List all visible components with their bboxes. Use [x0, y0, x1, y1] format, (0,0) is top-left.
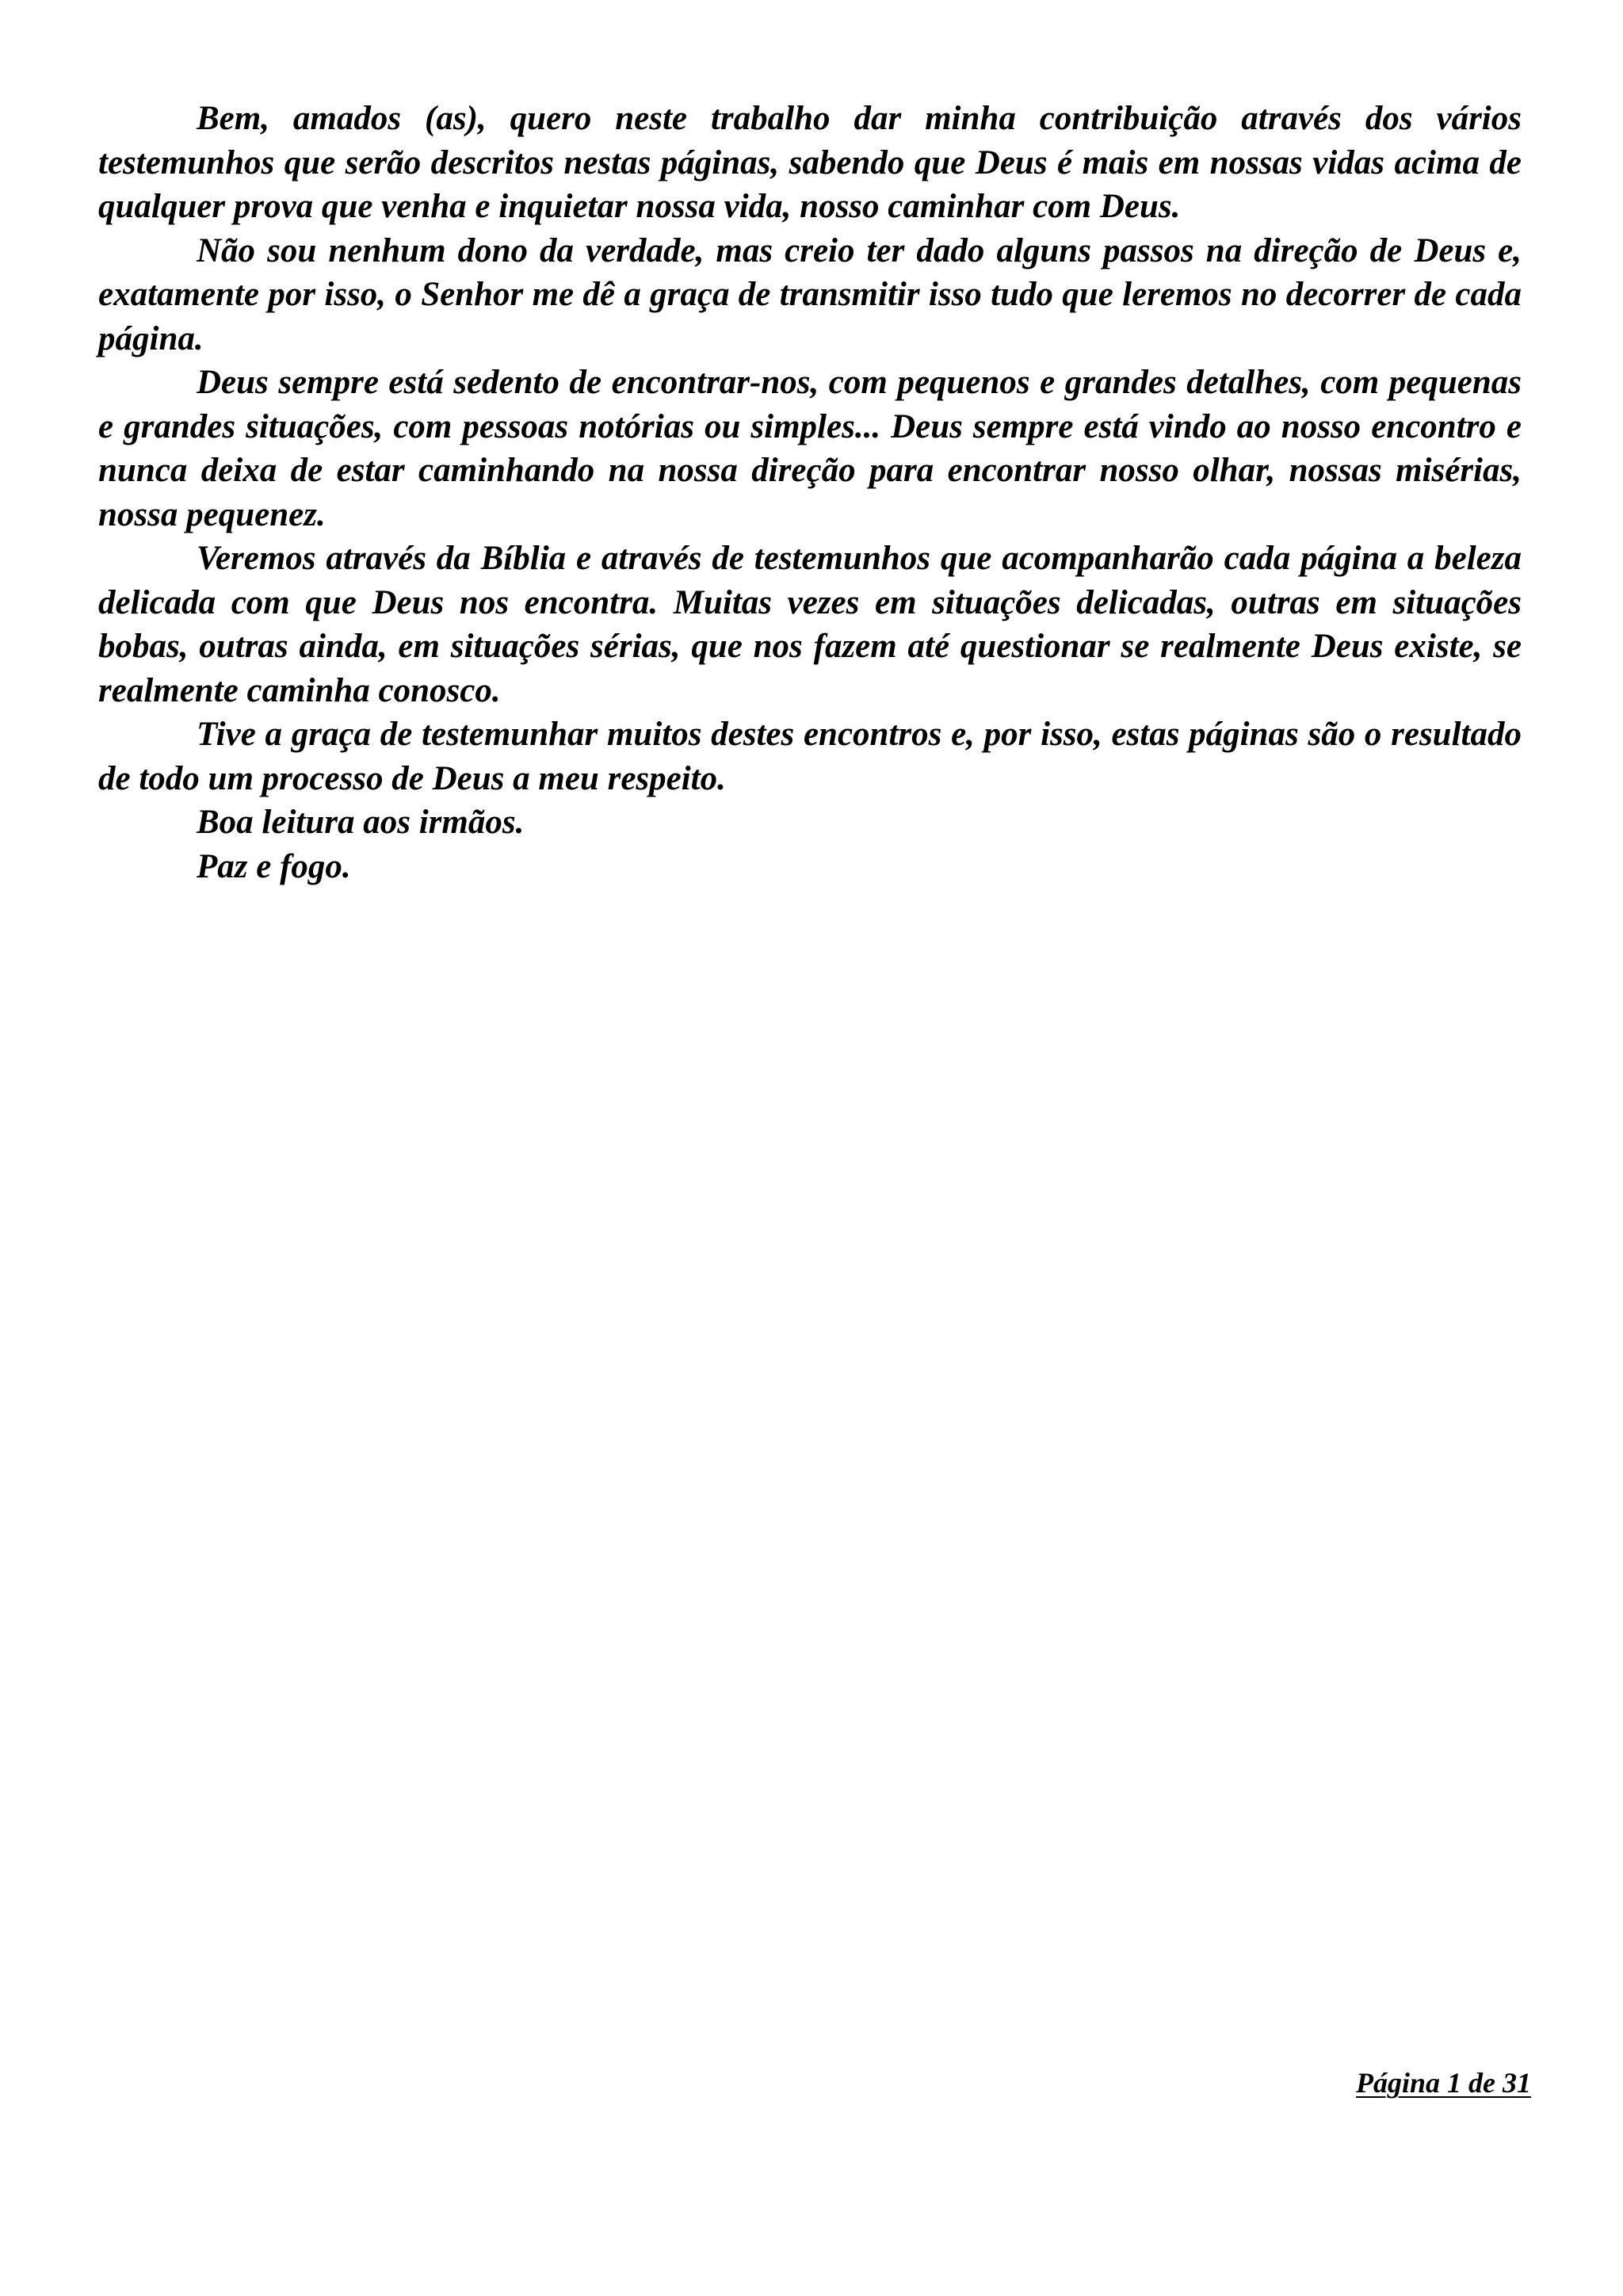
document-body — [98, 97, 1522, 888]
paragraph-4: Veremos através da Bíblia e através de testemunhos que acompanharão cada página a beleza delicada com que Deus nos encontra. Muitas vezes em situações delicadas, outras em situações bobas, outras ainda, em situações sérias, que nos fazem até questionar se realmente Deus existe, se realmente caminha conosco. — [98, 540, 1522, 709]
paragraph-7: Paz e fogo. — [197, 847, 351, 885]
paragraph-3: Deus sempre está sedento de encontrar-nos, com pequenos e grandes detalhes, com pequenas e grandes situações, com pessoas notórias ou simples... Deus sempre está vindo ao nosso encontro e nunca deixa de estar caminhando na nossa direção para encontrar nosso olhar, nossas misérias, nossa pequenez. — [98, 364, 1522, 533]
paragraph-5: Tive a graça de testemunhar muitos destes encontros e, por isso, estas páginas são o resultado de todo um processo de Deus a meu respeito. — [98, 716, 1522, 797]
paragraph-1: Bem, amados (as), quero neste trabalho dar minha contribuição através dos vários testemunhos que serão descritos nestas páginas, sabendo que Deus é mais em nossas vidas acima de qualquer prova que venha e inquietar nossa vida, nosso caminhar com Deus. — [98, 100, 1522, 225]
paragraph-2: Não sou nenhum dono da verdade, mas creio ter dado alguns passos na direção de Deus e, exatamente por isso, o Senhor me dê a graça de transmitir isso tudo que leremos no decorrer de cada página. — [98, 231, 1522, 357]
page-number-footer: Página 1 de 31 — [1356, 2067, 1531, 2099]
paragraph-6: Boa leitura aos irmãos. — [197, 804, 525, 841]
